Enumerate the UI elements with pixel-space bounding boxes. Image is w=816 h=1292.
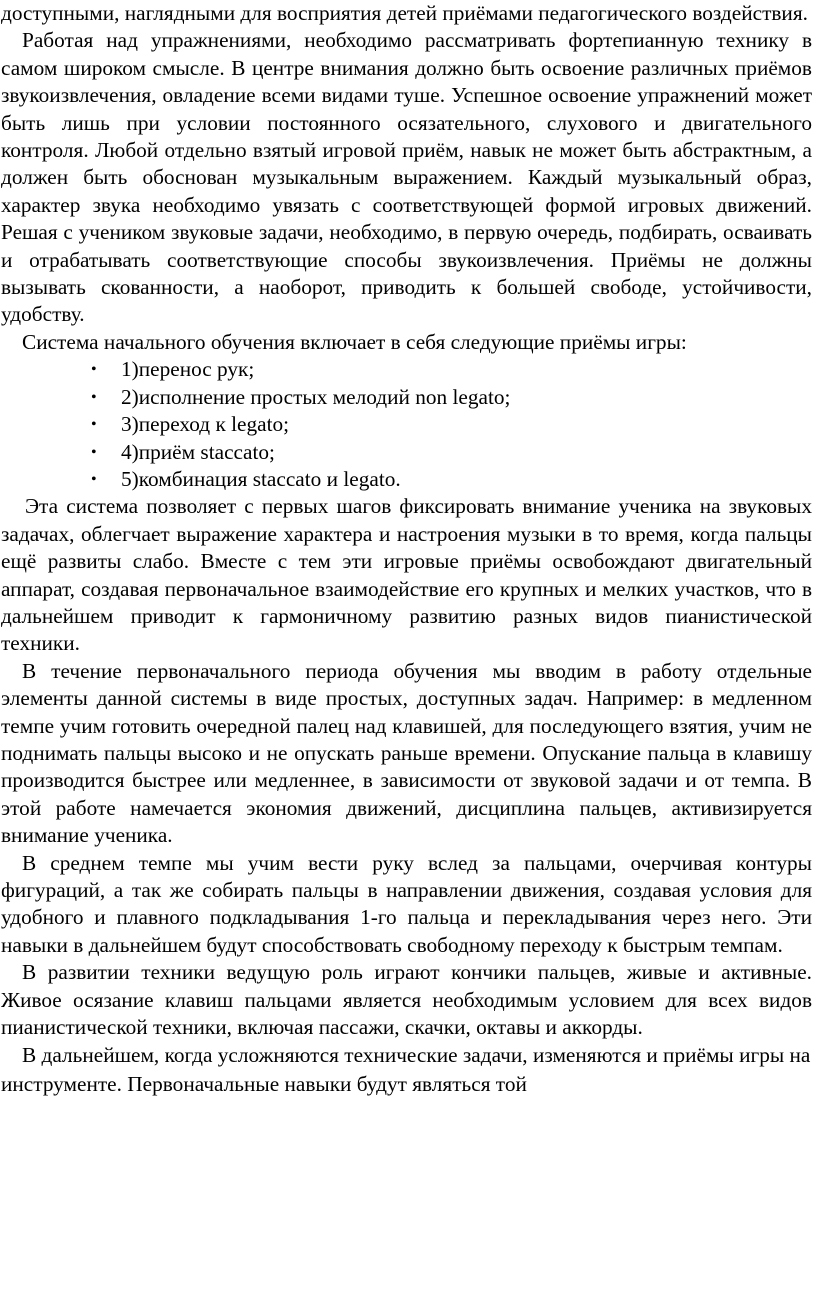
list-item: • 1)перенос рук; [91,356,812,383]
paragraph-initial-period: В течение первоначального периода обучения мы вводим в работу отдельные элементы данной системы в виде простых, доступных задач. Например: в медленном темпе учим готовить очередной палец над клавишей, для последующего взятия, учим не поднимать пальцы высоко и не опускать раньше времени. Опускание пальца в клавишу производится быстрее или медленнее, в зависимости от звуковой задачи и от темпа. В этой работе намечается экономия движений, дисциплина пальцев, активизируется внимание ученика. [1,658,812,848]
paragraph-intro-continuation: доступными, наглядными для восприятия детей приёмами педагогического воздействия. [1,1,808,25]
paragraph-exercises: Работая над упражнениями, необходимо рассматривать фортепианную технику в самом широком смысле. В центре внимания должно быть освоение различных приёмов звукоизвлечения, овладение всеми видами туше. Успешное освоение упражнений может быть лишь при условии постоянного осязательного, слухового и двигательного контроля. Любой отдельно взятый игровой приём, навык не может быть абстрактным, а должен быть обоснован музыкальным выражением. Каждый музыкальный образ, характер звука необходимо увязать с соответствующей формой игровых движений. Решая с учеником звуковые задачи, необходимо, в первую очередь, подбирать, осваивать и отрабатывать соответствующие способы звукоизвлечения. Приёмы не должны вызывать скованности, а наоборот, приводить к большей свободе, устойчивости, удобству. [1,28,812,327]
list-item: • 4)приём staccato; [91,439,812,466]
paragraph-further-development: В дальнейшем, когда усложняются технические задачи, изменяются и приёмы игры на инструменте. Первоначальные навыки будут являться той [1,1043,811,1097]
paragraph-system-intro: Система начального обучения включает в себя следующие приёмы игры: [22,329,687,354]
techniques-list [1,356,812,493]
paragraph-medium-tempo: В среднем темпе мы учим вести руку вслед за пальцами, очерчивая контуры фигураций, а так же собирать пальцы в направлении движения, создавая условия для удобного и плавного подкладывания 1-го пальца и перекладывания через него. Эти навыки в дальнейшем будут способствовать свободному переходу к быстрым темпам. [1,850,812,957]
list-item: • 2)исполнение простых мелодий non legato; [91,384,812,411]
list-item: • 3)переход к legato; [91,411,812,438]
paragraph-system-benefits: Эта система позволяет с первых шагов фиксировать внимание ученика на звуковых задачах, облегчает выражение характера и настроения музыки в то время, когда пальцы ещё развиты слабо. Вместе с тем эти игровые приёмы освобождают двигательный аппарат, создавая первоначальное взаимодействие его крупных и мелких участков, что в дальнейшем приводит к гармоничному развитию разных видов пианистической техники. [1,494,812,656]
paragraph-fingertips: В развитии техники ведущую роль играют кончики пальцев, живые и активные. Живое осязание клавиш пальцами является необходимым условием для всех видов пианистической техники, включая пассажи, скачки, октавы и аккорды. [1,960,812,1040]
list-item: • 5)комбинация staccato и legato. [91,466,812,493]
